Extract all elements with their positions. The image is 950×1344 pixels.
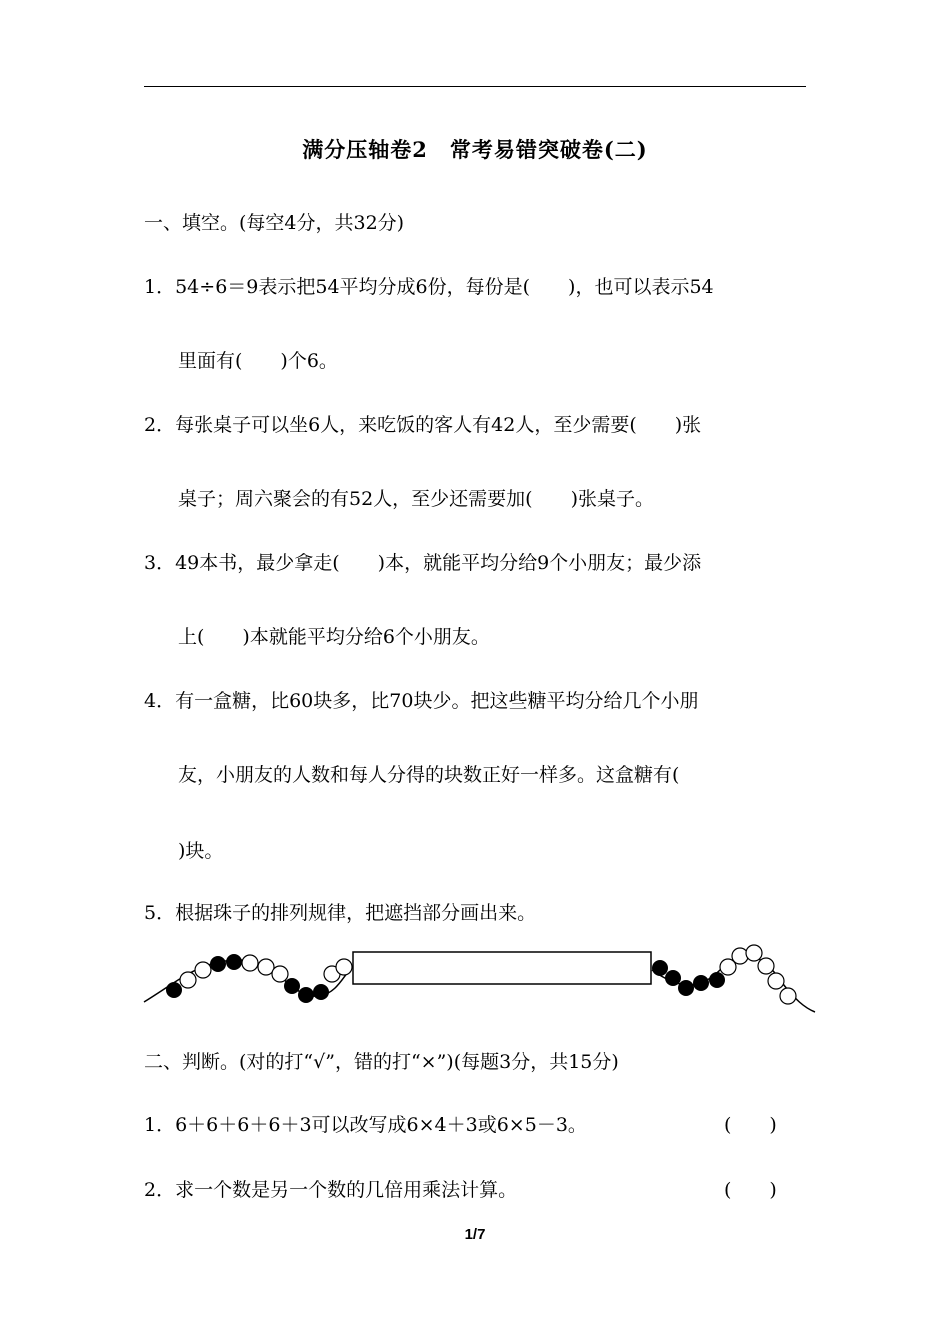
question-number: 1． <box>144 1114 176 1136</box>
question-number: 5． <box>144 902 176 924</box>
question-1 <box>144 274 714 300</box>
bead-white <box>180 972 196 988</box>
bead-black <box>709 972 725 988</box>
question-text: 49本书，最少拿走( )本，就能平均分给9个小朋友；最少添 <box>175 552 702 574</box>
bead-white <box>746 945 762 961</box>
beads-figure <box>140 940 820 1020</box>
question-2 <box>144 412 701 438</box>
bead-black <box>284 978 300 994</box>
section1-heading: 一、填空。(每空4分，共32分) <box>144 212 405 234</box>
page-number: 1/7 <box>464 1226 486 1243</box>
question-number: 1． <box>144 276 176 298</box>
bead-white <box>758 958 774 974</box>
cover-box <box>353 952 651 984</box>
page-title: 满分压轴卷2 常考易错突破卷(二) <box>302 137 648 162</box>
question-text: 6＋6＋6＋6＋3可以改写成6×4＋3或6×5－3。 <box>175 1114 587 1136</box>
answer-blank[interactable]: ( ) <box>724 1114 777 1136</box>
question-number: 2． <box>144 1179 176 1201</box>
question-1-cont: 里面有( )个6。 <box>178 350 338 372</box>
question-text: 求一个数是另一个数的几倍用乘法计算。 <box>175 1179 518 1201</box>
question-4-cont: 友，小朋友的人数和每人分得的块数正好一样多。这盒糖有( <box>178 764 680 786</box>
bead-black <box>313 984 329 1000</box>
bead-black <box>652 960 668 976</box>
question-text: 54÷6＝9表示把54平均分成6份，每份是( )，也可以表示54 <box>175 276 714 298</box>
question-2-cont: 桌子；周六聚会的有52人，至少还需要加( )张桌子。 <box>178 488 655 510</box>
bead-white <box>336 959 352 975</box>
bead-white <box>195 962 211 978</box>
question-text: 根据珠子的排列规律，把遮挡部分画出来。 <box>175 902 537 924</box>
bead-black <box>166 982 182 998</box>
judgement-2 <box>144 1177 517 1203</box>
question-4-cont2: )块。 <box>178 840 224 862</box>
question-3 <box>144 550 701 576</box>
question-number: 4． <box>144 690 176 712</box>
question-number: 2． <box>144 414 176 436</box>
judgement-1 <box>144 1112 587 1138</box>
bead-white <box>732 948 748 964</box>
bead-white <box>272 966 288 982</box>
question-text: 有一盒糖，比60块多，比70块少。把这些糖平均分给几个小朋 <box>175 690 699 712</box>
top-rule <box>144 86 806 87</box>
bead-white <box>768 973 784 989</box>
question-3-cont: 上( )本就能平均分给6个小朋友。 <box>178 626 490 648</box>
bead-white <box>242 955 258 971</box>
bead-white <box>780 988 796 1004</box>
bead-black <box>298 987 314 1003</box>
bead-black <box>693 975 709 991</box>
bead-black <box>665 970 681 986</box>
section2-heading: 二、判断。(对的打“√”，错的打“×”)(每题3分，共15分) <box>144 1051 619 1073</box>
bead-black <box>678 980 694 996</box>
bead-black <box>226 954 242 970</box>
answer-blank[interactable]: ( ) <box>724 1179 777 1201</box>
bead-black <box>210 956 226 972</box>
question-5 <box>144 900 536 926</box>
question-4 <box>144 688 698 714</box>
question-text: 每张桌子可以坐6人，来吃饭的客人有42人，至少需要( )张 <box>175 414 702 436</box>
question-number: 3． <box>144 552 176 574</box>
